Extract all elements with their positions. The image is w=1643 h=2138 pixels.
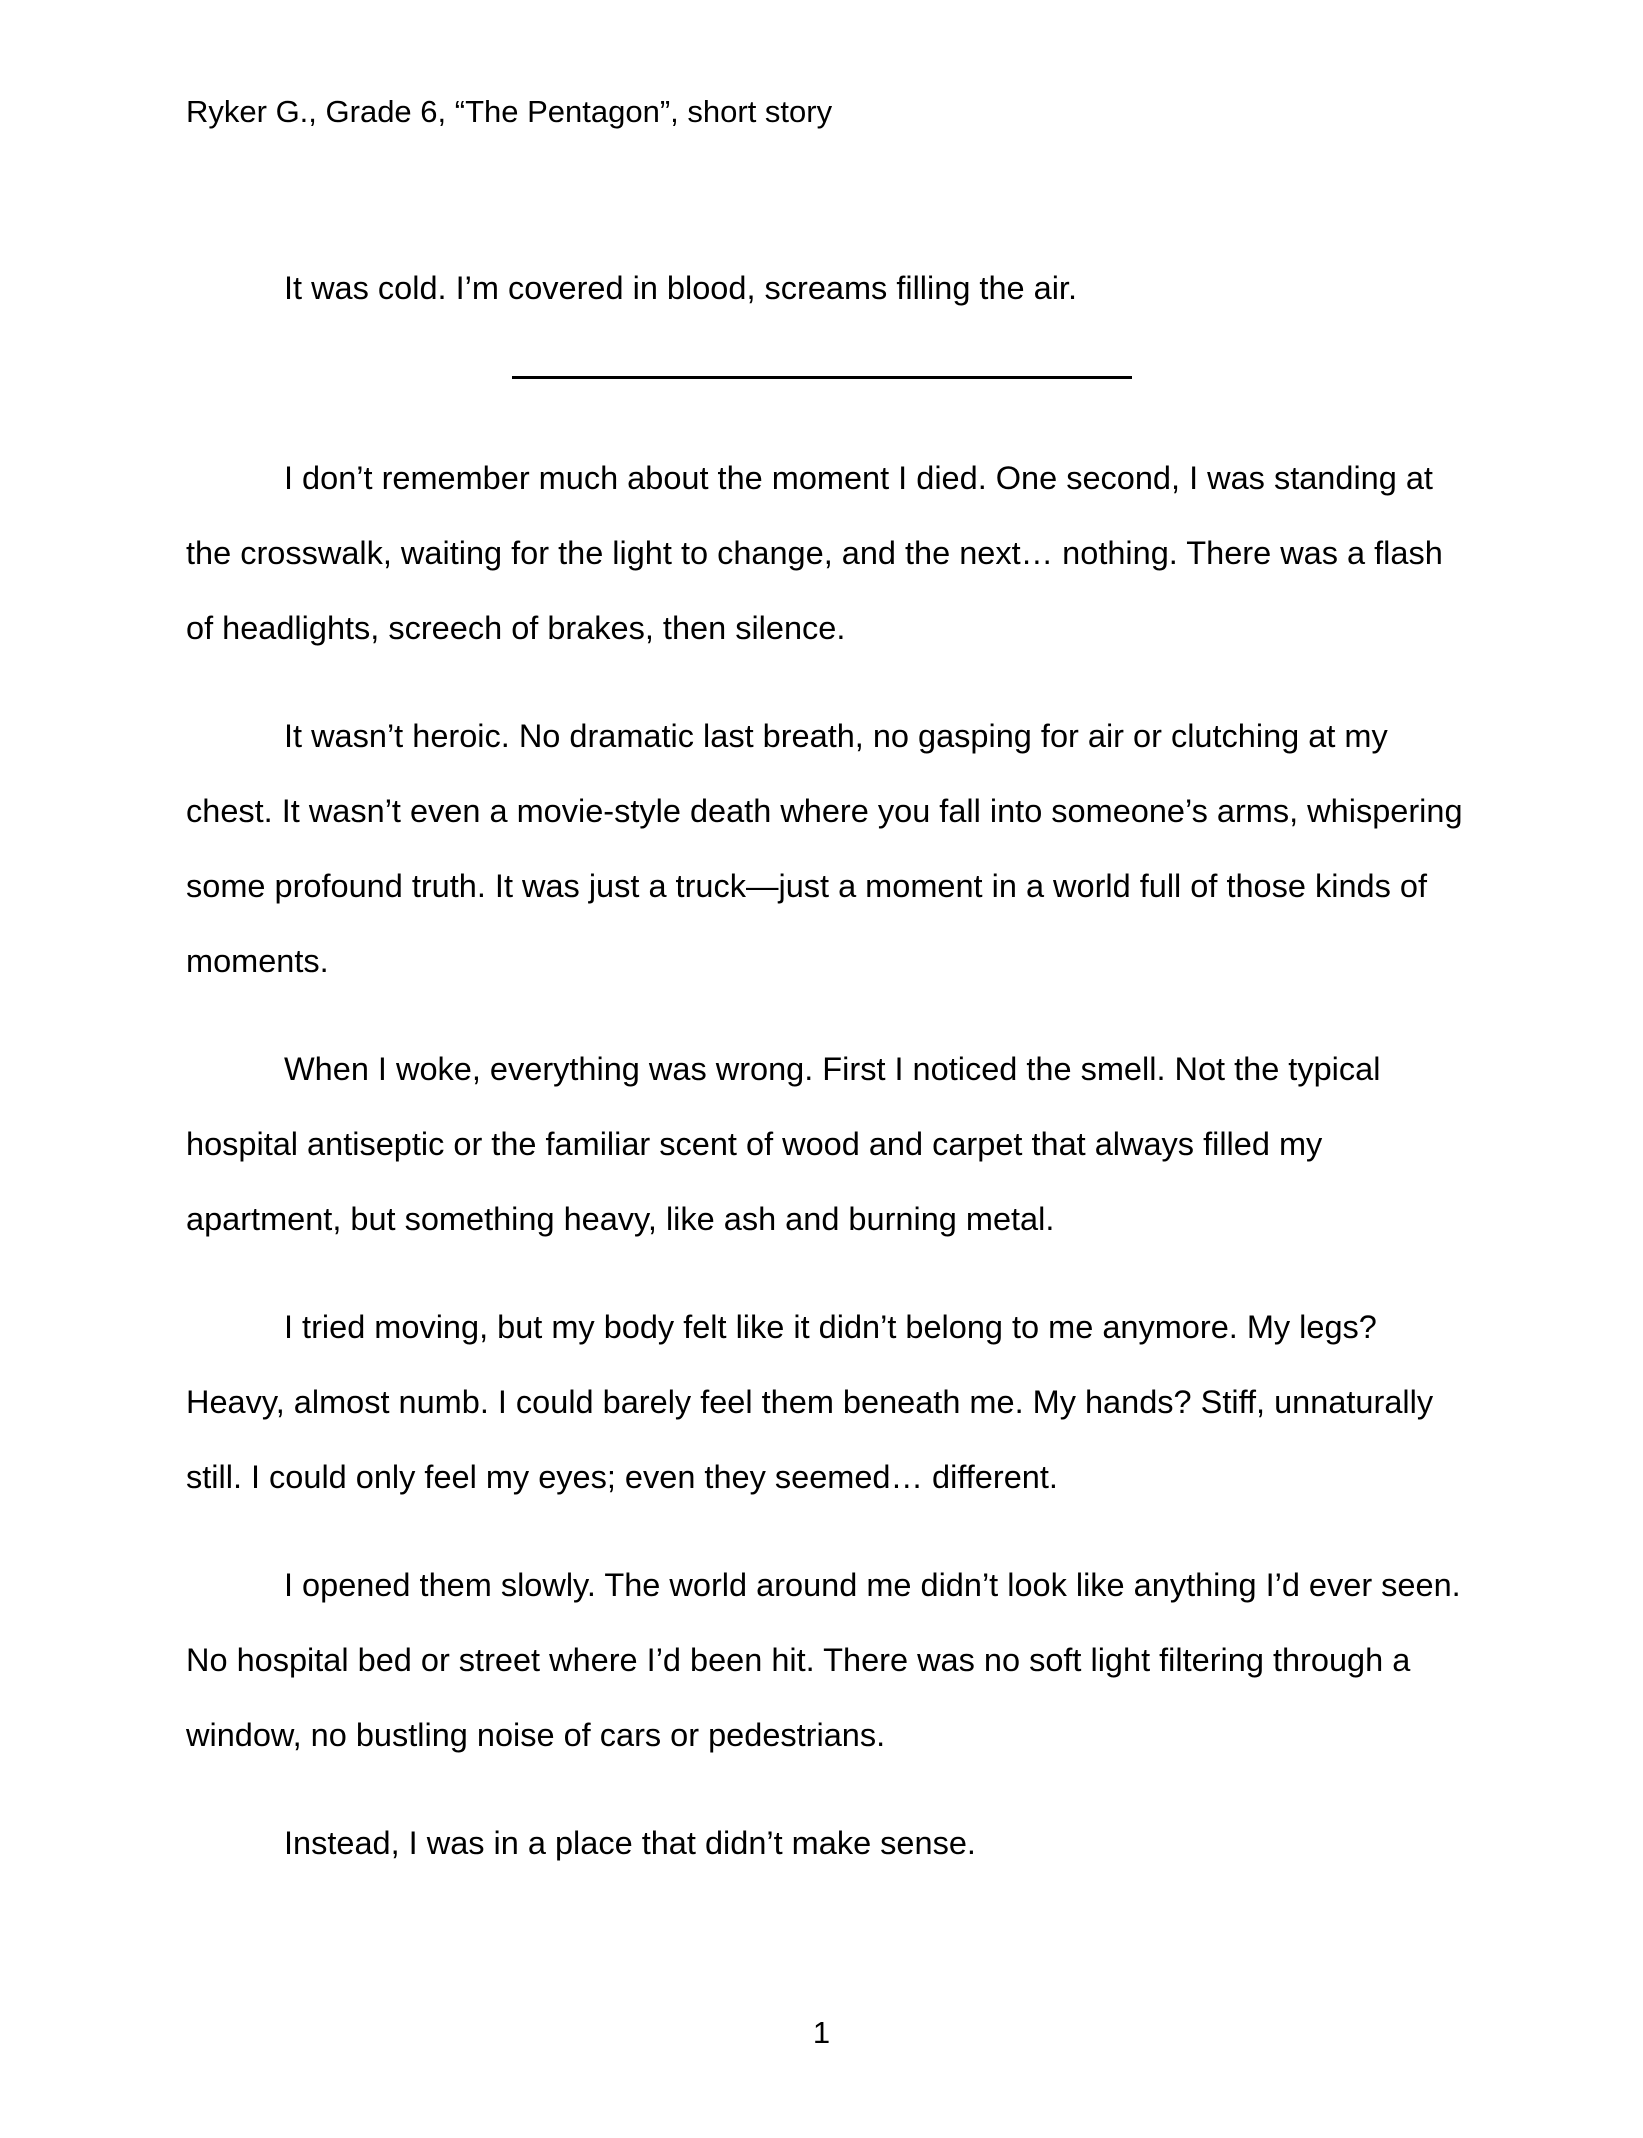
paragraph: Instead, I was in a place that didn’t make sense. xyxy=(284,1825,976,1861)
section-divider xyxy=(512,376,1132,379)
paragraph: When I woke, everything was wrong. First I noticed the smell. Not the typical hospital antiseptic or the familiar scent of wood and carpet that always filled my apartment, but something heavy, like ash and burning metal. xyxy=(186,1051,1381,1237)
paragraph: I opened them slowly. The world around me didn’t look like anything I’d ever seen. No hospital bed or street where I’d been hit. There was no soft light filtering through a window, no bustling noise of cars or pedestrians. xyxy=(186,1567,1461,1753)
document-header: Ryker G., Grade 6, “The Pentagon”, short story xyxy=(186,94,833,129)
paragraph: I tried moving, but my body felt like it didn’t belong to me anymore. My legs? Heavy, almost numb. I could barely feel them beneath me. My hands? Stiff, unnaturally still. I could only feel my eyes; even they seemed… different. xyxy=(186,1309,1434,1495)
paragraph: I don’t remember much about the moment I died. One second, I was standing at the crosswalk, waiting for the light to change, and the next… nothing. There was a flash of headlights, screech of brakes, then silence. xyxy=(186,460,1443,646)
page-number: 1 xyxy=(812,2015,831,2050)
story-body xyxy=(186,441,1476,1914)
opening-line: It was cold. I’m covered in blood, screams filling the air. xyxy=(284,270,1077,306)
paragraph: It wasn’t heroic. No dramatic last breath, no gasping for air or clutching at my chest. It wasn’t even a movie-style death where you fall into someone’s arms, whispering some profound truth. It was just a truck—just a moment in a world full of those kinds of moments. xyxy=(186,718,1463,979)
